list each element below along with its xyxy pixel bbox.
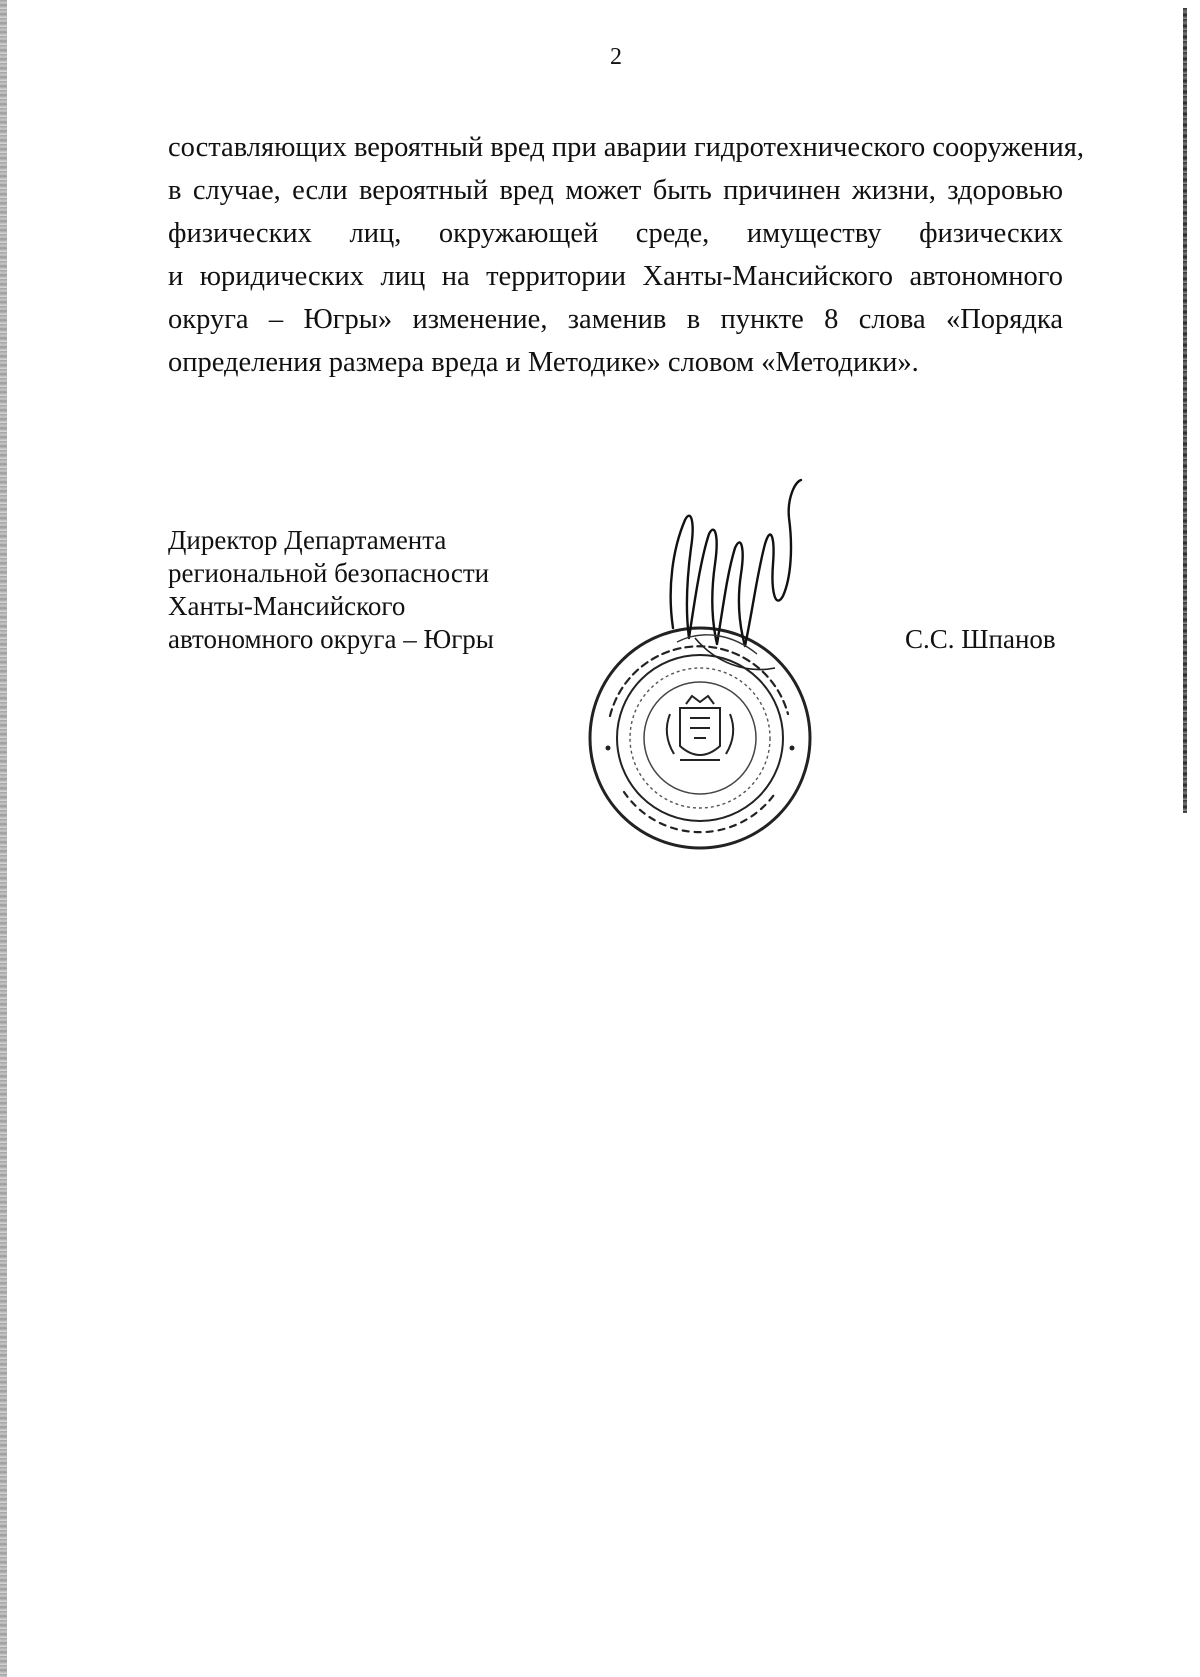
scan-edge-left bbox=[0, 0, 7, 1677]
body-line: физических лиц, окружающей среде, имуществу физических bbox=[168, 218, 1063, 249]
body-line: и юридических лиц на территории Ханты-Мансийского автономного bbox=[168, 261, 1063, 292]
body-line: определения размера вреда и Методике» словом «Методики». bbox=[168, 347, 919, 378]
page-number: 2 bbox=[610, 44, 622, 70]
body-paragraph bbox=[168, 126, 1084, 384]
body-line: составляющих вероятный вред при аварии гидротехнического сооружения, bbox=[168, 132, 1084, 163]
signatory-title-line: региональной безопасности bbox=[168, 558, 490, 588]
coat-of-arms-icon bbox=[667, 696, 733, 760]
signatory-name: С.С. Шпанов bbox=[905, 624, 1056, 654]
signatory-title-line: Ханты-Мансийского bbox=[168, 591, 406, 621]
handwritten-signature bbox=[665, 478, 805, 688]
scan-edge-right bbox=[1183, 8, 1187, 813]
body-line: округа – Югры» изменение, заменив в пункте 8 слова «Порядка bbox=[168, 304, 1063, 335]
body-line: в случае, если вероятный вред может быть причинен жизни, здоровью bbox=[168, 175, 1063, 206]
signatory-title-line: Директор Департамента bbox=[168, 525, 447, 555]
signatory-title-line: автономного округа – Югры bbox=[168, 624, 494, 654]
signatory-title bbox=[168, 524, 528, 656]
